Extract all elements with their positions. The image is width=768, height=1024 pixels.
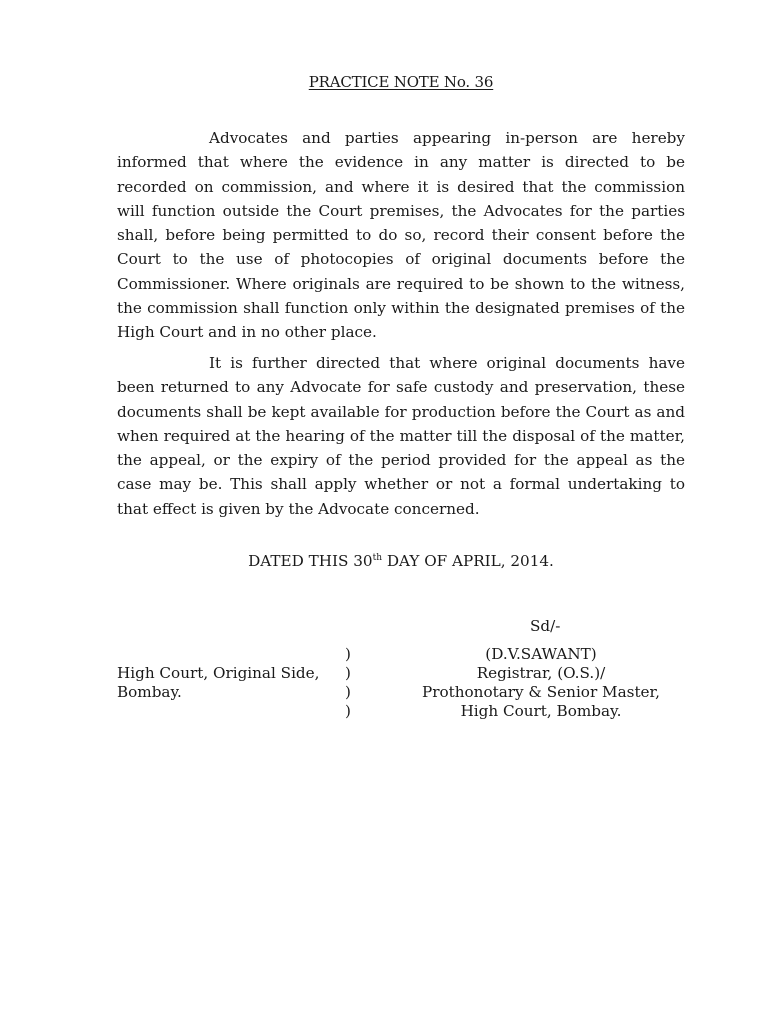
dated-superscript: th	[372, 553, 382, 563]
document-title: PRACTICE NOTE No. 36	[308, 73, 494, 91]
paren-3: )	[345, 683, 351, 701]
paragraph-1: Advocates and parties appearing in-person are hereby informed that where the evidence in any matter is directed to be recorded on commission, and where it is desired that the commission will function outside the Court premises, the Advocates for the parties shall, before being permitted to do so, record their consent before the Court to the use of photocopies of original documents before the Commissioner. Where originals are required to be shown to the witness, the commission shall function only within the designated premises of the High Court and in no other place.	[117, 129, 685, 342]
signature-row-1	[0, 645, 768, 664]
dated-suffix: DAY OF APRIL, 2014.	[382, 552, 554, 570]
signatory-designation-2: Prothonotary & Senior Master,	[422, 683, 660, 701]
place-line-1: High Court, Original Side,	[117, 664, 320, 682]
signature-row-4	[0, 702, 768, 721]
signature-row-2	[0, 664, 768, 683]
signature-block	[0, 645, 768, 721]
dated-prefix: DATED THIS 30	[248, 552, 373, 570]
signatory-designation-1: Registrar, (O.S.)/	[476, 664, 606, 682]
signature-row-3	[0, 683, 768, 702]
paragraph-2: It is further directed that where original documents have been returned to any Advocate for safe custody and preservation, these documents shall be kept available for production before the Court as and when required at the hearing of the matter till the disposal of the matter, the appeal, or the expiry of the period provided for the appeal as the case may be. This shall apply whether or not a formal undertaking to that effect is given by the Advocate concerned.	[117, 354, 685, 518]
paren-4: )	[345, 702, 351, 720]
signature-mark: Sd/-	[530, 617, 561, 635]
dated-line	[0, 552, 768, 570]
signatory-name: (D.V.SAWANT)	[485, 645, 597, 663]
place-line-2: Bombay.	[117, 683, 182, 701]
signatory-designation-3: High Court, Bombay.	[460, 702, 622, 720]
paren-1: )	[345, 645, 351, 663]
paren-2: )	[345, 664, 351, 682]
